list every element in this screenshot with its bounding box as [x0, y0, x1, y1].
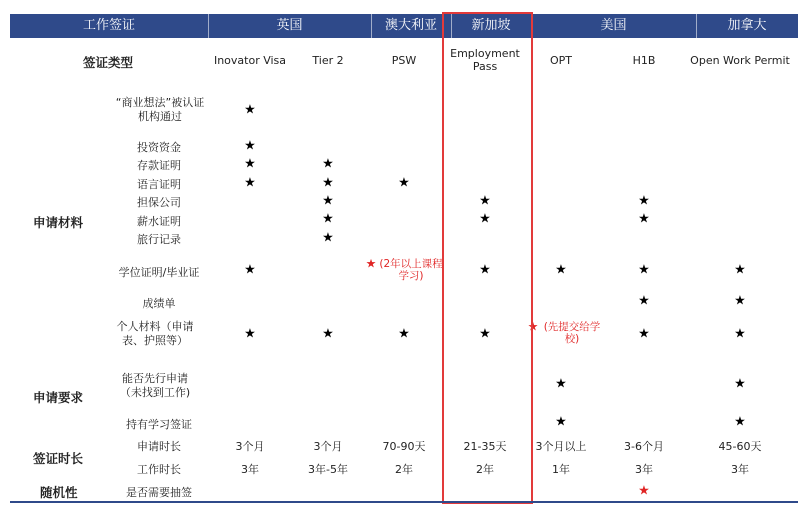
star-icon: ★ — [734, 293, 746, 309]
apply-time-open-work-permit: 45-60天 — [718, 440, 762, 453]
visa-type-employment-pass: Employment Pass — [450, 47, 520, 73]
row-lottery: 是否需要抽签 — [126, 486, 192, 499]
apply-time-h1b: 3-6个月 — [624, 440, 664, 453]
star-icon: ★ — [638, 211, 650, 227]
visa-type-psw: PSW — [391, 54, 417, 67]
apply-time-inovator: 3个月 — [235, 440, 265, 453]
star-icon: ★ — [244, 156, 256, 172]
row-degree: 学位证明/毕业证 — [118, 266, 200, 279]
star-icon: ★ — [734, 414, 746, 430]
section-random: 随机性 — [40, 485, 78, 500]
singapore-highlight-box — [442, 12, 533, 504]
star-icon: ★ — [479, 193, 491, 209]
row-deposit: 存款证明 — [137, 159, 181, 172]
star-icon: ★ — [244, 138, 256, 154]
header-country-uk: 英国 — [276, 18, 303, 33]
star-icon: ★ — [244, 102, 256, 118]
header-country-singapore: 新加坡 — [471, 18, 511, 33]
row-apply-first: 能否先行申请（未找到工作) — [119, 372, 191, 399]
star-icon: ★ — [638, 326, 650, 342]
header-country-australia: 澳大利亚 — [384, 18, 437, 33]
red-star-icon: ★ — [638, 483, 650, 499]
star-icon: ★ — [244, 175, 256, 191]
header-country-usa: 美国 — [600, 18, 627, 33]
star-icon: ★ — [322, 175, 334, 191]
visa-types-label: 签证类型 — [82, 55, 134, 70]
row-transcript: 成绩单 — [142, 297, 176, 310]
star-icon: ★ — [734, 262, 746, 278]
star-icon: ★ — [322, 211, 334, 227]
row-work-time: 工作时长 — [137, 463, 181, 476]
star-icon: ★ — [244, 326, 256, 342]
star-icon: ★ — [734, 376, 746, 392]
psw-degree-note: (2年以上课程学习) — [379, 258, 443, 282]
header-work-visa: 工作签证 — [82, 18, 135, 33]
row-language: 语言证明 — [137, 178, 181, 191]
row-business-idea: “商业想法”被认证机构通过 — [115, 96, 205, 123]
star-icon: ★ — [555, 414, 567, 430]
star-icon: ★ — [398, 175, 410, 191]
star-icon: ★ — [322, 230, 334, 246]
apply-time-tier2: 3个月 — [313, 440, 343, 453]
row-personal: 个人材料（申请表、护照等） — [116, 320, 194, 347]
header-bar — [10, 14, 798, 38]
star-icon: ★ — [638, 293, 650, 309]
star-icon: ★ — [479, 326, 491, 342]
work-time-psw: 2年 — [395, 463, 413, 476]
apply-time-psw: 70-90天 — [382, 440, 426, 453]
star-icon: ★ — [555, 376, 567, 392]
row-salary: 薪水证明 — [137, 215, 181, 228]
star-icon: ★ — [638, 262, 650, 278]
star-icon: ★ — [322, 156, 334, 172]
section-materials: 申请材料 — [33, 215, 84, 230]
star-icon: ★ — [398, 326, 410, 342]
opt-personal-note: (先提交给学校) — [543, 321, 601, 345]
row-apply-time: 申请时长 — [137, 440, 181, 453]
row-sponsor: 担保公司 — [137, 196, 181, 209]
section-requirements: 申请要求 — [33, 390, 84, 405]
star-icon: ★ — [638, 193, 650, 209]
star-icon: ★ — [479, 262, 491, 278]
star-icon: ★ — [322, 326, 334, 342]
work-time-tier2: 3年-5年 — [308, 463, 348, 476]
star-icon: ★ — [322, 193, 334, 209]
work-time-opt: 1年 — [552, 463, 570, 476]
header-country-canada: 加拿大 — [727, 18, 767, 33]
row-investment: 投资资金 — [137, 141, 181, 154]
visa-type-tier2: Tier 2 — [312, 54, 344, 67]
work-time-h1b: 3年 — [635, 463, 653, 476]
row-student-visa: 持有学习签证 — [126, 418, 192, 431]
work-time-employment-pass: 2年 — [476, 463, 494, 476]
apply-time-opt: 3个月以上 — [535, 440, 587, 453]
red-star-icon: ★ — [527, 319, 539, 334]
work-time-open-work-permit: 3年 — [731, 463, 749, 476]
visa-type-inovator: Inovator Visa — [213, 54, 287, 67]
star-icon: ★ — [244, 262, 256, 278]
star-icon: ★ — [479, 211, 491, 227]
visa-type-opt: OPT — [549, 54, 573, 67]
apply-time-employment-pass: 21-35天 — [463, 440, 507, 453]
work-time-inovator: 3年 — [241, 463, 259, 476]
row-travel: 旅行记录 — [137, 233, 181, 246]
visa-type-h1b: H1B — [632, 54, 656, 67]
star-icon: ★ — [734, 326, 746, 342]
red-star-icon: ★ — [365, 256, 377, 271]
visa-type-open-work-permit: Open Work Permit — [690, 54, 790, 67]
section-duration: 签证时长 — [33, 451, 84, 466]
table-bottom-rule — [10, 501, 798, 503]
star-icon: ★ — [555, 262, 567, 278]
